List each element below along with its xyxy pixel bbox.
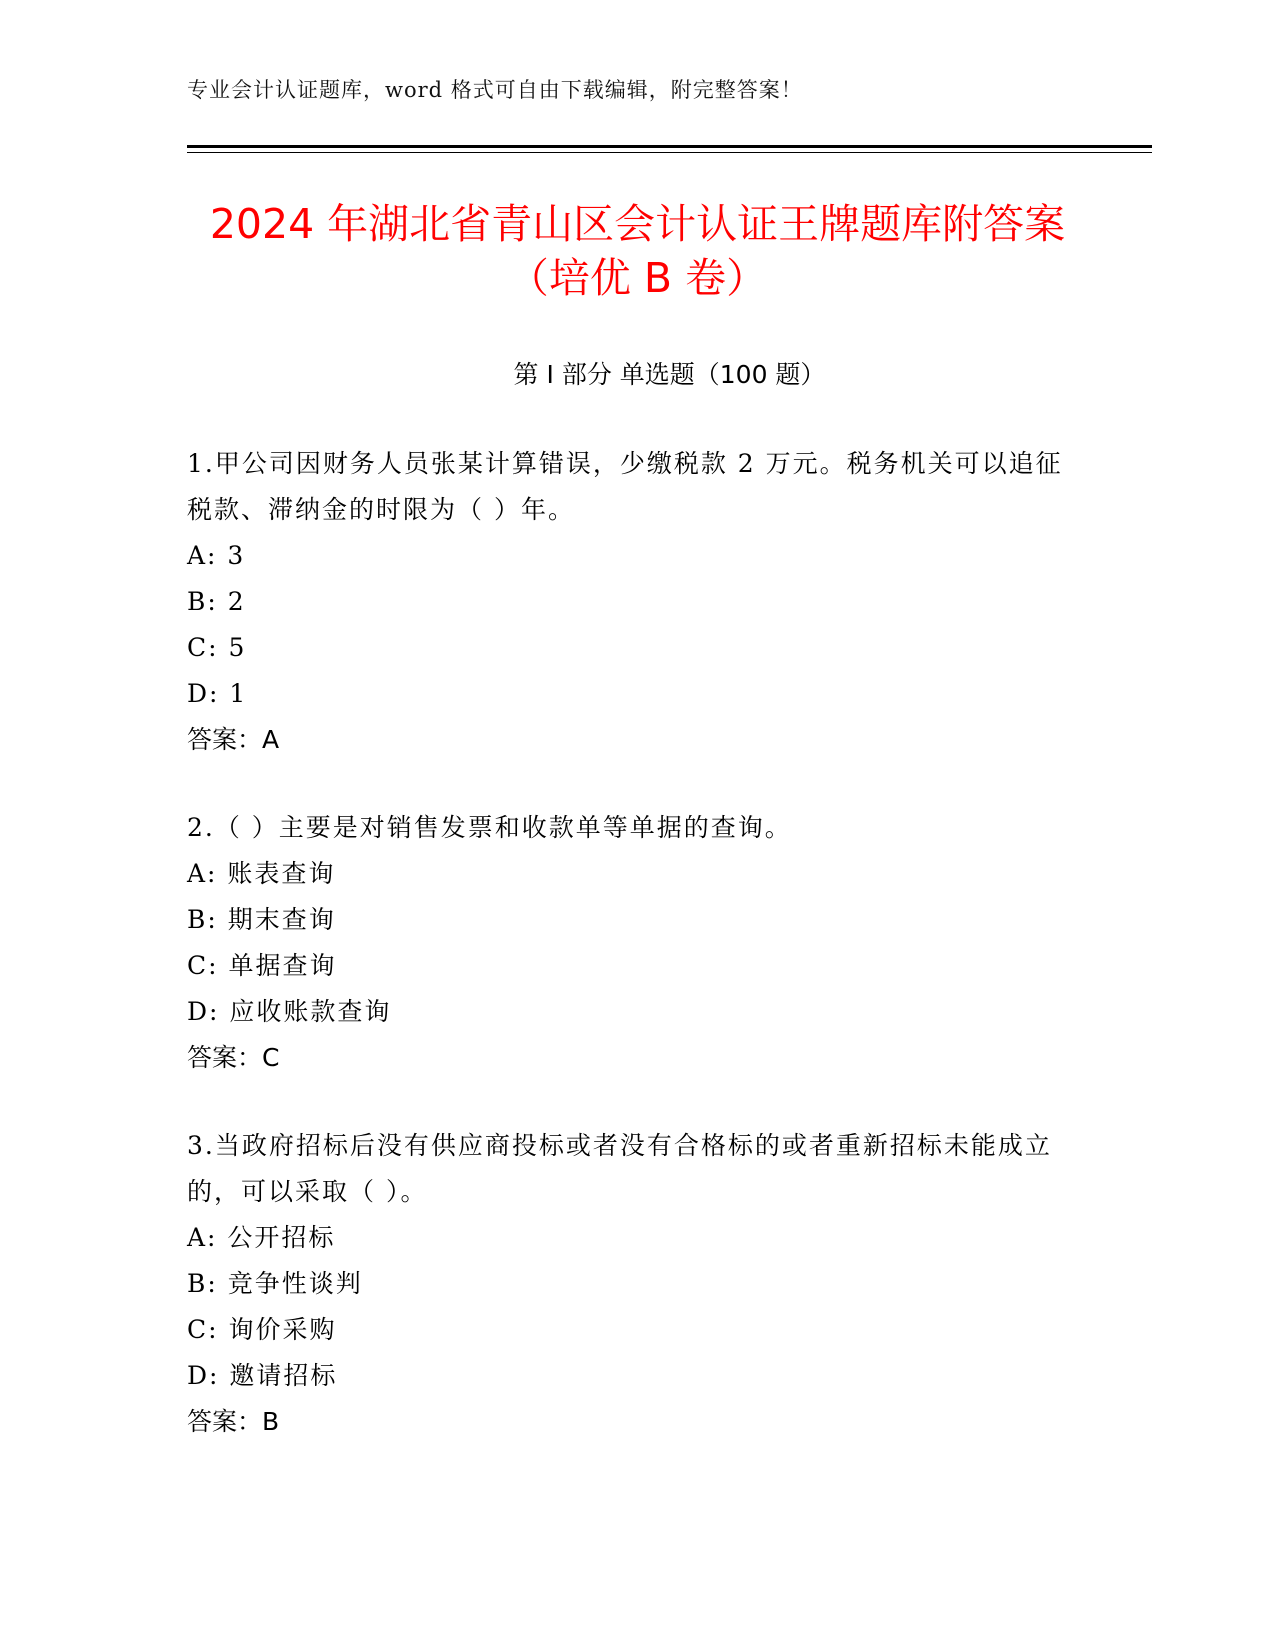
option-b: B: 竞争性谈判 xyxy=(187,1269,363,1298)
option-c: C: 询价采购 xyxy=(187,1315,337,1344)
option-b: B: 2 xyxy=(187,587,246,616)
option-c: C: 5 xyxy=(187,633,247,662)
answer-line: 答案：A xyxy=(187,725,280,754)
document-title: 2024 年湖北省青山区会计认证王牌题库附答案（培优 B 卷） xyxy=(209,200,1066,302)
question-2 xyxy=(187,805,1067,1081)
question-stem: 1.甲公司因财务人员张某计算错误，少缴税款 2 万元。税务机关可以追征税款、滞纳金的时限为（ ）年。 xyxy=(187,449,1063,524)
option-c: C: 单据查询 xyxy=(187,951,337,980)
option-d: D: 1 xyxy=(187,679,248,708)
header-divider xyxy=(187,145,1152,148)
option-a: A: 公开招标 xyxy=(187,1223,336,1252)
answer-line: 答案：B xyxy=(187,1407,280,1436)
question-stem: 3.当政府招标后没有供应商投标或者没有合格标的或者重新招标未能成立的，可以采取（ ）。 xyxy=(187,1131,1052,1206)
option-a: A: 3 xyxy=(187,541,246,570)
header-divider-thin xyxy=(187,152,1152,153)
option-a: A: 账表查询 xyxy=(187,859,336,888)
question-stem: 2.（ ）主要是对销售发票和收款单等单据的查询。 xyxy=(187,813,792,842)
option-b: B: 期末查询 xyxy=(187,905,336,934)
page-header-text: 专业会计认证题库，word 格式可自由下载编辑，附完整答案！ xyxy=(187,78,803,102)
question-3 xyxy=(187,1123,1067,1445)
option-d: D: 应收账款查询 xyxy=(187,997,392,1026)
option-d: D: 邀请招标 xyxy=(187,1361,338,1390)
question-1 xyxy=(187,441,1067,763)
section-heading: 第 I 部分 单选题（100 题） xyxy=(513,360,826,389)
answer-line: 答案：C xyxy=(187,1043,280,1072)
